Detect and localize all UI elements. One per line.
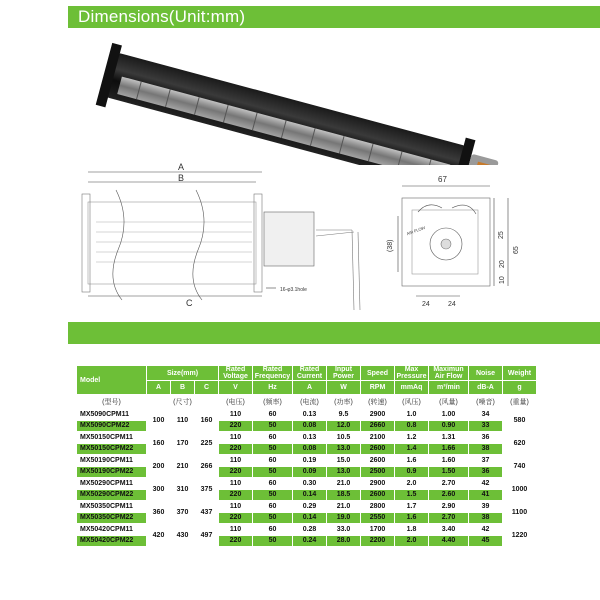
voltage-cell: 110 <box>219 501 253 513</box>
frequency-cell: 60 <box>253 524 293 536</box>
side-width-label: 67 <box>438 175 447 184</box>
size-a-cell: 420 <box>147 524 171 547</box>
side-24a-label: 24 <box>422 301 430 308</box>
header-power: Input Power <box>327 366 361 381</box>
size-b-cell: 310 <box>171 478 195 501</box>
header-airflow: Maximun Air Flow <box>429 366 469 381</box>
size-b-cell: 210 <box>171 455 195 478</box>
dimensions-banner <box>68 6 600 28</box>
power-cell: 21.0 <box>327 501 361 513</box>
speed-cell: 2660 <box>361 420 395 432</box>
noise-cell: 42 <box>469 524 503 536</box>
header-speed: Speed <box>361 366 395 381</box>
current-cell: 0.09 <box>293 466 327 478</box>
size-c-cell: 437 <box>195 501 219 524</box>
air-flow-label: AIR FLOW <box>405 224 426 237</box>
frequency-cell: 50 <box>253 489 293 501</box>
model-cell: MX50420CPM22 <box>77 535 147 547</box>
pressure-cell: 0.8 <box>395 420 429 432</box>
model-cell: MX50350CPM11 <box>77 501 147 513</box>
current-cell: 0.30 <box>293 478 327 490</box>
speed-cell: 2550 <box>361 512 395 524</box>
speed-cell: 1700 <box>361 524 395 536</box>
power-cell: 13.0 <box>327 443 361 455</box>
current-cell: 0.14 <box>293 489 327 501</box>
speed-cell: 2800 <box>361 501 395 513</box>
size-c-cell: 225 <box>195 432 219 455</box>
weight-cell: 1100 <box>503 501 537 524</box>
current-cell: 0.14 <box>293 512 327 524</box>
power-cell: 15.0 <box>327 455 361 467</box>
speed-cell: 2600 <box>361 443 395 455</box>
model-cell: MX50290CPM22 <box>77 489 147 501</box>
noise-cell: 41 <box>469 489 503 501</box>
voltage-cell: 220 <box>219 512 253 524</box>
current-cell: 0.29 <box>293 501 327 513</box>
current-cell: 0.08 <box>293 443 327 455</box>
noise-cell: 42 <box>469 478 503 490</box>
side-20-label: 20 <box>499 260 506 268</box>
model-cell: MX50150CPM22 <box>77 443 147 455</box>
model-cell: MX5090CPM11 <box>77 409 147 421</box>
hole-note: 16-φ3.1hole <box>280 287 307 293</box>
voltage-cell: 110 <box>219 432 253 444</box>
unit-b: B <box>171 381 195 395</box>
frequency-cell: 60 <box>253 478 293 490</box>
size-a-cell: 200 <box>147 455 171 478</box>
unit-power: W <box>327 381 361 395</box>
cn-noise: (噪音) <box>469 395 503 409</box>
side-10-label: 10 <box>499 276 506 284</box>
pressure-cell: 2.0 <box>395 535 429 547</box>
header-current: Rated Current <box>293 366 327 381</box>
power-cell: 10.5 <box>327 432 361 444</box>
table-row <box>77 443 537 455</box>
pressure-cell: 1.2 <box>395 432 429 444</box>
pressure-cell: 1.7 <box>395 501 429 513</box>
unit-c: C <box>195 381 219 395</box>
power-cell: 19.0 <box>327 512 361 524</box>
specs-banner <box>68 322 600 344</box>
current-cell: 0.13 <box>293 409 327 421</box>
side-38-label: (38) <box>387 239 394 252</box>
current-cell: 0.19 <box>293 455 327 467</box>
pressure-cell: 1.6 <box>395 512 429 524</box>
pressure-cell: 1.5 <box>395 489 429 501</box>
current-cell: 0.24 <box>293 535 327 547</box>
spec-table <box>76 365 537 547</box>
voltage-cell: 220 <box>219 420 253 432</box>
frequency-cell: 50 <box>253 443 293 455</box>
speed-cell: 2900 <box>361 409 395 421</box>
unit-a: A <box>147 381 171 395</box>
unit-weight: g <box>503 381 537 395</box>
airflow-cell: 0.90 <box>429 420 469 432</box>
table-row <box>77 535 537 547</box>
cn-airflow: (风量) <box>429 395 469 409</box>
power-cell: 9.5 <box>327 409 361 421</box>
side-24b-label: 24 <box>448 301 456 308</box>
voltage-cell: 110 <box>219 455 253 467</box>
table-row <box>77 489 537 501</box>
airflow-cell: 1.50 <box>429 466 469 478</box>
frequency-cell: 60 <box>253 455 293 467</box>
weight-cell: 1000 <box>503 478 537 501</box>
size-b-cell: 110 <box>171 409 195 432</box>
frequency-cell: 60 <box>253 432 293 444</box>
noise-cell: 38 <box>469 512 503 524</box>
frequency-cell: 60 <box>253 501 293 513</box>
pressure-cell: 1.8 <box>395 524 429 536</box>
header-voltage: Rated Voltage <box>219 366 253 381</box>
power-cell: 28.0 <box>327 535 361 547</box>
power-cell: 33.0 <box>327 524 361 536</box>
noise-cell: 36 <box>469 432 503 444</box>
weight-cell: 1220 <box>503 524 537 547</box>
table-row <box>77 432 537 444</box>
frequency-cell: 50 <box>253 466 293 478</box>
airflow-cell: 1.66 <box>429 443 469 455</box>
cn-pressure: (风压) <box>395 395 429 409</box>
size-b-cell: 370 <box>171 501 195 524</box>
side-65-label: 65 <box>513 246 520 254</box>
voltage-cell: 110 <box>219 524 253 536</box>
current-cell: 0.08 <box>293 420 327 432</box>
airflow-cell: 1.60 <box>429 455 469 467</box>
table-row <box>77 512 537 524</box>
cn-current: (电流) <box>293 395 327 409</box>
frequency-cell: 50 <box>253 512 293 524</box>
size-a-cell: 160 <box>147 432 171 455</box>
size-a-cell: 100 <box>147 409 171 432</box>
table-row <box>77 466 537 478</box>
airflow-cell: 1.31 <box>429 432 469 444</box>
cn-power: (功率) <box>327 395 361 409</box>
fan-photo <box>60 30 540 165</box>
model-cell: MX50420CPM11 <box>77 524 147 536</box>
size-a-cell: 300 <box>147 478 171 501</box>
airflow-cell: 1.00 <box>429 409 469 421</box>
airflow-cell: 3.40 <box>429 524 469 536</box>
size-c-cell: 375 <box>195 478 219 501</box>
header-size: Size(mm) <box>147 366 219 381</box>
unit-airflow: m³/min <box>429 381 469 395</box>
model-cell: MX5090CPM22 <box>77 420 147 432</box>
table-row <box>77 524 537 536</box>
pressure-cell: 2.0 <box>395 478 429 490</box>
table-row <box>77 409 537 421</box>
airflow-cell: 2.70 <box>429 478 469 490</box>
noise-cell: 34 <box>469 409 503 421</box>
label-b: B <box>178 173 185 183</box>
banner-title: Dimensions(Unit:mm) <box>78 7 246 26</box>
voltage-cell: 110 <box>219 478 253 490</box>
power-cell: 21.0 <box>327 478 361 490</box>
pressure-cell: 1.4 <box>395 443 429 455</box>
cn-speed: (转速) <box>361 395 395 409</box>
noise-cell: 38 <box>469 443 503 455</box>
unit-noise: dB-A <box>469 381 503 395</box>
voltage-cell: 220 <box>219 443 253 455</box>
unit-frequency: Hz <box>253 381 293 395</box>
model-cell: MX50150CPM11 <box>77 432 147 444</box>
cn-voltage: (电压) <box>219 395 253 409</box>
current-cell: 0.13 <box>293 432 327 444</box>
model-cell: MX50190CPM11 <box>77 455 147 467</box>
unit-speed: RPM <box>361 381 395 395</box>
power-cell: 18.5 <box>327 489 361 501</box>
frequency-cell: 60 <box>253 409 293 421</box>
pressure-cell: 1.0 <box>395 409 429 421</box>
speed-cell: 2600 <box>361 489 395 501</box>
noise-cell: 39 <box>469 501 503 513</box>
voltage-cell: 220 <box>219 466 253 478</box>
dimension-drawings <box>76 160 546 310</box>
unit-current: A <box>293 381 327 395</box>
speed-cell: 2200 <box>361 535 395 547</box>
label-a: A <box>178 162 185 172</box>
current-cell: 0.28 <box>293 524 327 536</box>
power-cell: 12.0 <box>327 420 361 432</box>
weight-cell: 580 <box>503 409 537 432</box>
voltage-cell: 110 <box>219 409 253 421</box>
table-row <box>77 455 537 467</box>
weight-cell: 620 <box>503 432 537 455</box>
noise-cell: 45 <box>469 535 503 547</box>
voltage-cell: 220 <box>219 535 253 547</box>
size-b-cell: 430 <box>171 524 195 547</box>
label-c: C <box>186 298 193 308</box>
size-b-cell: 170 <box>171 432 195 455</box>
size-a-cell: 360 <box>147 501 171 524</box>
header-weight: Weight <box>503 366 537 381</box>
frequency-cell: 50 <box>253 535 293 547</box>
model-cell: MX50290CPM11 <box>77 478 147 490</box>
noise-cell: 36 <box>469 466 503 478</box>
table-row <box>77 478 537 490</box>
speed-cell: 2600 <box>361 455 395 467</box>
speed-cell: 2900 <box>361 478 395 490</box>
size-c-cell: 266 <box>195 455 219 478</box>
frequency-cell: 50 <box>253 420 293 432</box>
side-25-label: 25 <box>498 231 505 239</box>
noise-cell: 33 <box>469 420 503 432</box>
pressure-cell: 0.9 <box>395 466 429 478</box>
cn-model: (型号) <box>77 395 147 409</box>
model-cell: MX50350CPM22 <box>77 512 147 524</box>
airflow-cell: 2.70 <box>429 512 469 524</box>
size-c-cell: 497 <box>195 524 219 547</box>
unit-pressure: mmAq <box>395 381 429 395</box>
speed-cell: 2100 <box>361 432 395 444</box>
header-model: Model <box>77 366 147 395</box>
model-cell: MX50190CPM22 <box>77 466 147 478</box>
pressure-cell: 1.6 <box>395 455 429 467</box>
table-row <box>77 420 537 432</box>
header-noise: Noise <box>469 366 503 381</box>
airflow-cell: 2.90 <box>429 501 469 513</box>
cn-weight: (重量) <box>503 395 537 409</box>
noise-cell: 37 <box>469 455 503 467</box>
header-pressure: Max Pressure <box>395 366 429 381</box>
voltage-cell: 220 <box>219 489 253 501</box>
header-frequency: Rated Frequency <box>253 366 293 381</box>
size-c-cell: 160 <box>195 409 219 432</box>
airflow-cell: 2.60 <box>429 489 469 501</box>
speed-cell: 2500 <box>361 466 395 478</box>
table-row <box>77 501 537 513</box>
airflow-cell: 4.40 <box>429 535 469 547</box>
unit-voltage: V <box>219 381 253 395</box>
weight-cell: 740 <box>503 455 537 478</box>
power-cell: 13.0 <box>327 466 361 478</box>
cn-size: (尺寸) <box>147 395 219 409</box>
cn-frequency: (频率) <box>253 395 293 409</box>
